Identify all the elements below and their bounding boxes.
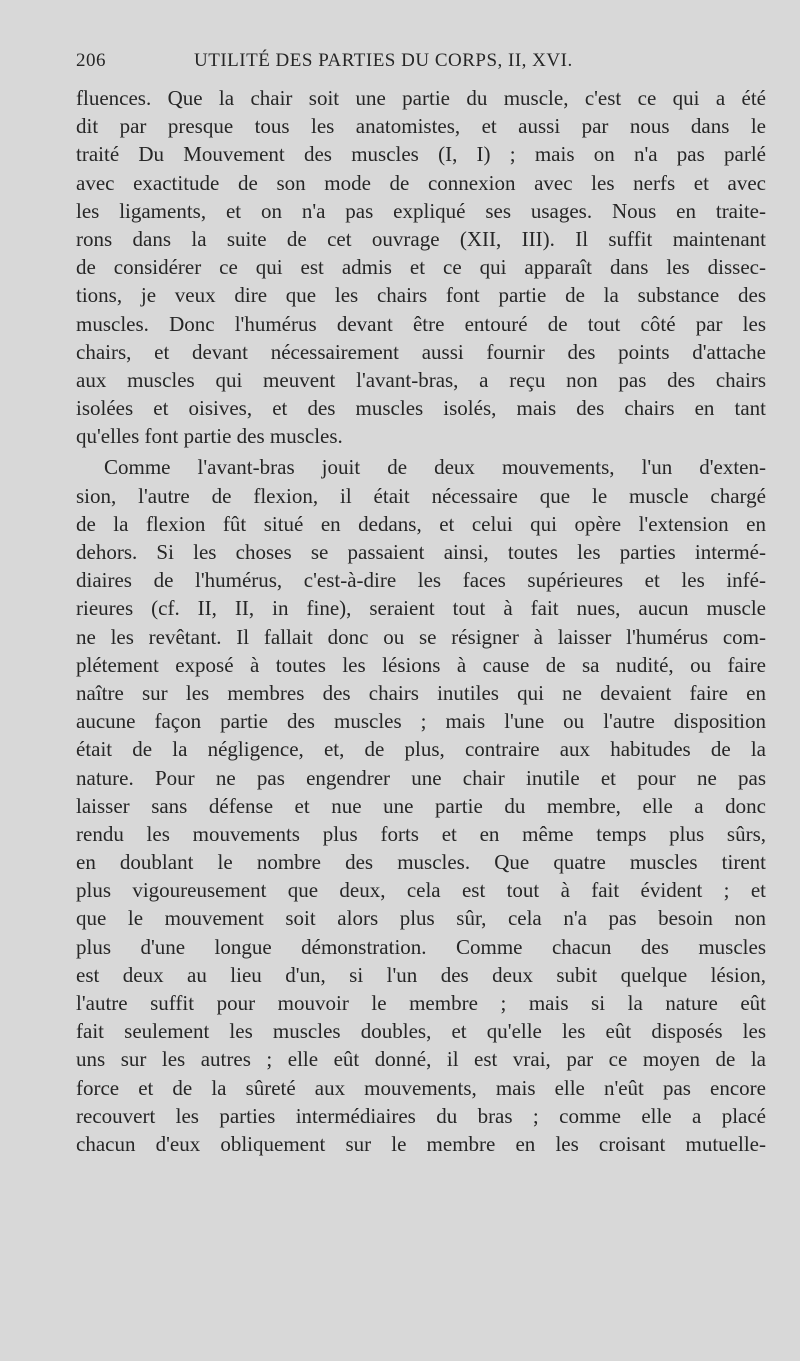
text-line: muscles. Donc l'humérus devant être entouré de tout côté par les (76, 311, 766, 336)
text-line: les ligaments, et on n'a pas expliqué ses usages. Nous en traite- (76, 198, 766, 223)
text-line: laisser sans défense et nue une partie du membre, elle a donc (76, 793, 766, 818)
paragraph (76, 453, 766, 1158)
text-line: isolées et oisives, et des muscles isolés, mais des chairs en tant (76, 396, 766, 421)
text-line: sion, l'autre de flexion, il était nécessaire que le muscle chargé (76, 483, 766, 508)
text-line: aux muscles qui meuvent l'avant-bras, a reçu non pas des chairs (76, 367, 766, 392)
text-line: en doublant le nombre des muscles. Que quatre muscles tirent (76, 850, 766, 875)
text-line: plus vigoureusement que deux, cela est tout à fait évident ; et (76, 878, 766, 903)
text-line: avec exactitude de son mode de connexion avec les nerfs et avec (76, 170, 766, 195)
text-line: traité Du Mouvement des muscles (I, I) ; mais on n'a pas parlé (76, 142, 766, 167)
text-line: qu'elles font partie des muscles. (76, 424, 343, 449)
text-line: de considérer ce qui est admis et ce qui apparaît dans les dissec- (76, 255, 766, 280)
text-line: que le mouvement soit alors plus sûr, cela n'a pas besoin non (76, 906, 766, 931)
text-line: est deux au lieu d'un, si l'un des deux subit quelque lésion, (76, 962, 766, 987)
page-header (76, 50, 766, 74)
running-head: UTILITÉ DES PARTIES DU CORPS, II, XVI. (194, 50, 573, 71)
text-line: rendu les mouvements plus forts et en même temps plus sûrs, (76, 821, 766, 846)
text-line: naître sur les membres des chairs inutiles qui ne devaient faire en (76, 680, 766, 705)
text-line: uns sur les autres ; elle eût donné, il est vrai, par ce moyen de la (76, 1047, 766, 1072)
paragraph (76, 84, 766, 450)
text-line: plétement exposé à toutes les lésions à cause de sa nudité, ou faire (76, 652, 766, 677)
text-line: recouvert les parties intermédiaires du bras ; comme elle a placé (76, 1103, 766, 1128)
text-line: tions, je veux dire que les chairs font partie de la substance des (76, 283, 766, 308)
page-number: 206 (76, 50, 106, 71)
text-line: fluences. Que la chair soit une partie du muscle, c'est ce qui a été (76, 86, 766, 110)
text-line: nature. Pour ne pas engendrer une chair inutile et pour ne pas (76, 765, 766, 790)
text-line: fait seulement les muscles doubles, et qu'elle les eût disposés les (76, 1019, 766, 1044)
text-line: de la flexion fût situé en dedans, et celui qui opère l'extension en (76, 511, 766, 536)
text-line: aucune façon partie des muscles ; mais l'une ou l'autre disposition (76, 709, 766, 734)
text-line: force et de la sûreté aux mouvements, mais elle n'eût pas encore (76, 1075, 766, 1100)
text-line: rons dans la suite de cet ouvrage (XII, III). Il suffit maintenant (76, 226, 766, 251)
text-line: dehors. Si les choses se passaient ainsi, toutes les parties intermé- (76, 540, 766, 564)
text-line: était de la négligence, et, de plus, contraire aux habitudes de la (76, 737, 766, 762)
text-line: Comme l'avant-bras jouit de deux mouvements, l'un d'exten- (104, 455, 766, 480)
text-line: chairs, et devant nécessairement aussi fournir des points d'attache (76, 339, 766, 364)
text-line: rieures (cf. II, II, in fine), seraient tout à fait nues, aucun muscle (76, 596, 766, 621)
body-text (76, 84, 766, 1158)
text-line: plus d'une longue démonstration. Comme chacun des muscles (76, 934, 766, 959)
text-line: l'autre suffit pour mouvoir le membre ; mais si la nature eût (76, 991, 766, 1015)
text-line: dit par presque tous les anatomistes, et aussi par nous dans le (76, 114, 766, 139)
text-line: diaires de l'humérus, c'est-à-dire les faces supérieures et les infé- (76, 568, 766, 593)
text-line: chacun d'eux obliquement sur le membre en les croisant mutuelle- (76, 1131, 766, 1156)
text-line: ne les revêtant. Il fallait donc ou se résigner à laisser l'humérus com- (76, 624, 766, 649)
